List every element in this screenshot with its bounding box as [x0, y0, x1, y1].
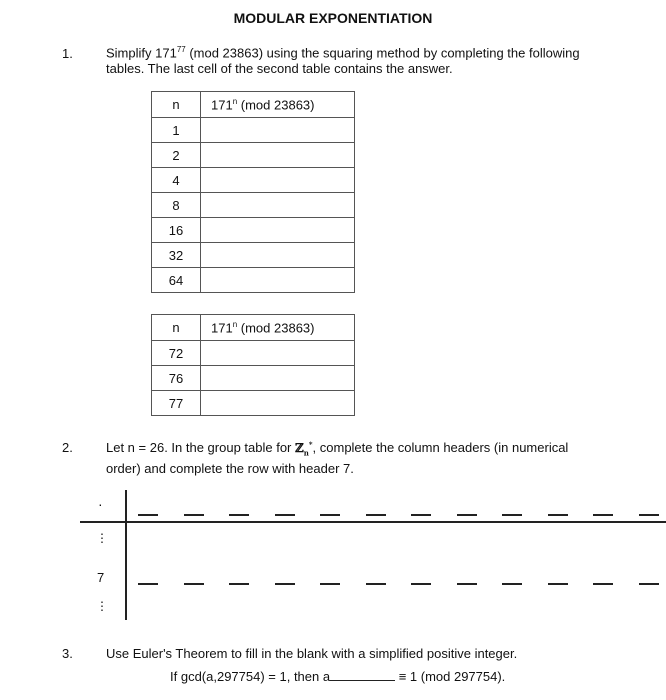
exponent-blank[interactable]: [330, 670, 395, 681]
table2-col-n: n: [152, 315, 201, 341]
table2-header-row: [152, 315, 355, 341]
vdots-bottom: ⋮: [96, 599, 108, 613]
table-row: [152, 391, 355, 416]
column-header-blank[interactable]: [275, 514, 295, 516]
table-row: [152, 193, 355, 218]
column-header-blank[interactable]: [593, 514, 613, 516]
column-header-blank[interactable]: [366, 514, 386, 516]
answer-cell[interactable]: [201, 391, 355, 416]
column-header-blank[interactable]: [502, 514, 522, 516]
answer-cell[interactable]: [201, 218, 355, 243]
row-7-blank[interactable]: [639, 583, 659, 585]
q1-text-b: (mod 23863) using the squaring method by completing the following: [185, 45, 580, 61]
row-7-blank[interactable]: [593, 583, 613, 585]
q3-number: 3.: [62, 646, 73, 661]
page-title: MODULAR EXPONENTIATION: [233, 10, 433, 26]
n-cell: 8: [152, 193, 201, 218]
row-7-blank[interactable]: [184, 583, 204, 585]
table-row: [152, 143, 355, 168]
row-7-blank[interactable]: [229, 583, 249, 585]
column-header-blank[interactable]: [639, 514, 659, 516]
table-row: [152, 118, 355, 143]
n-cell: 4: [152, 168, 201, 193]
group-symbol: ℤ$_n$*: [295, 440, 313, 458]
table1-col-n: n: [152, 92, 201, 118]
answer-cell[interactable]: [201, 366, 355, 391]
table-row: [152, 218, 355, 243]
q1-line2: tables. The last cell of the second table contains the answer.: [106, 61, 453, 77]
table-row: [152, 243, 355, 268]
q1-exponent: 77: [176, 45, 186, 54]
n-cell: 32: [152, 243, 201, 268]
vdots-top: ⋮: [96, 531, 108, 545]
row-7-blank[interactable]: [502, 583, 522, 585]
q1-text-a: Simplify 171: [106, 45, 177, 61]
column-header-blank[interactable]: [184, 514, 204, 516]
table-row: [152, 168, 355, 193]
row-7-blank[interactable]: [320, 583, 340, 585]
column-header-blank[interactable]: [229, 514, 249, 516]
row-header-7: 7: [97, 570, 105, 585]
q1-number: 1.: [62, 46, 73, 61]
q2-number: 2.: [62, 440, 73, 455]
q3-statement: If gcd(a,297754) = 1, then a ≡ 1 (mod 297754).: [170, 669, 506, 684]
answer-cell[interactable]: [201, 268, 355, 293]
n-cell: 16: [152, 218, 201, 243]
answer-cell[interactable]: [201, 193, 355, 218]
row-7-blank[interactable]: [138, 583, 158, 585]
table1-header-row: [152, 92, 355, 118]
table2-col-value: 171$^n$ (mod 23863): [201, 315, 355, 341]
n-cell: 64: [152, 268, 201, 293]
row-7-blank[interactable]: [275, 583, 295, 585]
column-header-blank[interactable]: [320, 514, 340, 516]
answer-cell[interactable]: [201, 143, 355, 168]
answer-cell[interactable]: [201, 341, 355, 366]
answer-cell[interactable]: [201, 118, 355, 143]
q1-prompt: [106, 42, 646, 77]
n-cell: 1: [152, 118, 201, 143]
table-row: [152, 366, 355, 391]
column-header-blank[interactable]: [548, 514, 568, 516]
table-row: [152, 268, 355, 293]
n-cell: 2: [152, 143, 201, 168]
column-header-blank[interactable]: [457, 514, 477, 516]
group-table-vertical-rule: [125, 490, 127, 620]
row-7-blank[interactable]: [366, 583, 386, 585]
answer-cell[interactable]: [201, 168, 355, 193]
n-cell: 72: [152, 341, 201, 366]
row-7-blank[interactable]: [411, 583, 431, 585]
n-cell: 76: [152, 366, 201, 391]
powers-table-1: [151, 91, 355, 293]
column-header-blank[interactable]: [138, 514, 158, 516]
table1-col-value: 171$^n$ (mod 23863): [201, 92, 355, 118]
powers-table-2: [151, 314, 355, 416]
row-7-blank[interactable]: [457, 583, 477, 585]
q3-prompt: Use Euler's Theorem to fill in the blank with a simplified positive integer.: [106, 646, 518, 661]
table-row: [152, 341, 355, 366]
q2-line2: order) and complete the row with header 7.: [106, 461, 354, 477]
n-cell: 77: [152, 391, 201, 416]
answer-cell[interactable]: [201, 243, 355, 268]
row-7-blank[interactable]: [548, 583, 568, 585]
q2-prompt: Let n = 26. In the group table for ℤ$_n$*, complete the column headers (in numerical order) and complete the row with header 7.: [106, 440, 569, 477]
operation-corner: ·: [98, 496, 103, 512]
group-table-horizontal-rule: [80, 521, 666, 523]
column-header-blank[interactable]: [411, 514, 431, 516]
